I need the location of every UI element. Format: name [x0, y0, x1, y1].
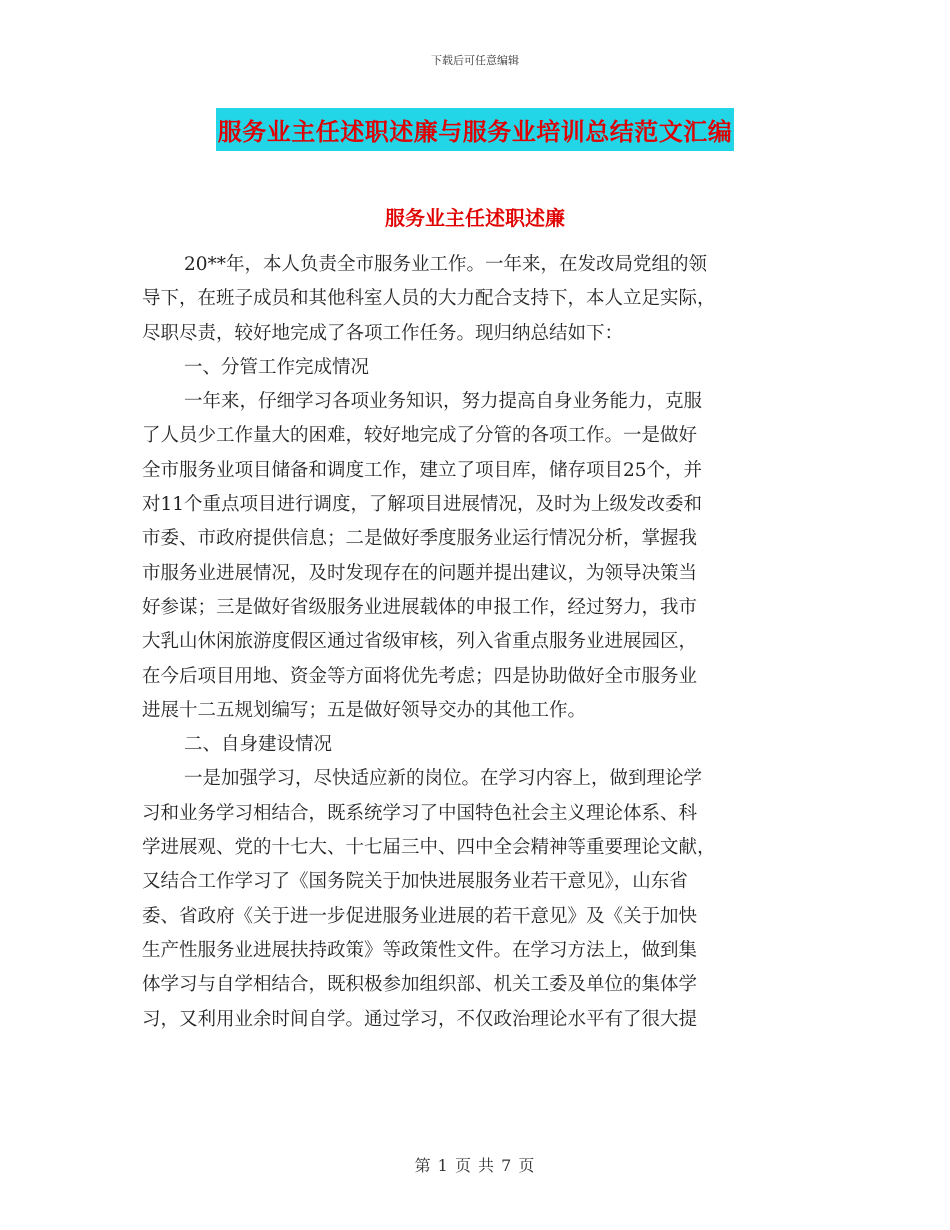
body-line: 好参谋；三是做好省级服务业进展载体的申报工作，经过努力，我市 — [142, 596, 698, 618]
body-line: 市委、市政府提供信息；二是做好季度服务业运行情况分析，掌握我 — [142, 528, 698, 550]
body-text — [142, 248, 818, 1037]
body-line: 一是加强学习，尽快适应新的岗位。在学习内容上，做到理论学 — [184, 768, 703, 790]
body-line: 尽职尽责，较好地完成了各项工作任务。现归纳总结如下： — [142, 322, 624, 344]
body-line: 学进展观、党的十七大、十七届三中、四中全会精神等重要理论文献， — [142, 837, 716, 859]
body-line: 全市服务业项目储备和调度工作，建立了项目库，储存项目25个，并 — [142, 459, 703, 481]
body-line: 生产性服务业进展扶持政策》等政策性文件。在学习方法上，做到集 — [142, 939, 698, 961]
main-title-wrap — [0, 108, 950, 151]
body-line: 习和业务学习相结合，既系统学习了中国特色社会主义理论体系、科 — [142, 802, 698, 824]
subheading: 一、分管工作完成情况 — [184, 356, 370, 378]
body-line: 大乳山休闲旅游度假区通过省级审核，列入省重点服务业进展园区， — [142, 631, 698, 653]
body-line: 习，又利用业余时间自学。通过学习，不仅政治理论水平有了很大提 — [142, 1008, 698, 1030]
body-line: 对11个重点项目进行调度，了解项目进展情况，及时为上级发改委和 — [142, 494, 703, 516]
body-line: 了人员少工作量大的困难，较好地完成了分管的各项工作。一是做好 — [142, 425, 698, 447]
body-line: 体学习与自学相结合，既积极参加组织部、机关工委及单位的集体学 — [142, 974, 698, 996]
body-line: 又结合工作学习了《国务院关于加快进展服务业若干意见》，山东省 — [142, 871, 688, 893]
body-line: 进展十二五规划编写；五是做好领导交办的其他工作。 — [142, 699, 587, 721]
page-number: 第 1 页 共 7 页 — [414, 1156, 536, 1175]
body-line: 20**年，本人负责全市服务业工作。一年来，在发改局党组的领 — [184, 254, 708, 275]
section-title: 服务业主任述职述廉 — [385, 206, 565, 230]
subheading: 二、自身建设情况 — [184, 734, 333, 756]
body-line: 在今后项目用地、资金等方面将优先考虑；四是协助做好全市服务业 — [142, 665, 698, 687]
body-line: 一年来，仔细学习各项业务知识，努力提高自身业务能力，克服 — [184, 391, 703, 413]
body-line: 导下，在班子成员和其他科室人员的大力配合支持下，本人立足实际， — [142, 288, 716, 310]
body-line: 市服务业进展情况，及时发现存在的问题并提出建议，为领导决策当 — [142, 562, 698, 584]
body-line: 委、省政府《关于进一步促进服务业进展的若干意见》及《关于加快 — [142, 905, 698, 927]
header-note: 下载后可任意编辑 — [431, 54, 519, 67]
main-title: 服务业主任述职述廉与服务业培训总结范文汇编 — [216, 108, 735, 151]
